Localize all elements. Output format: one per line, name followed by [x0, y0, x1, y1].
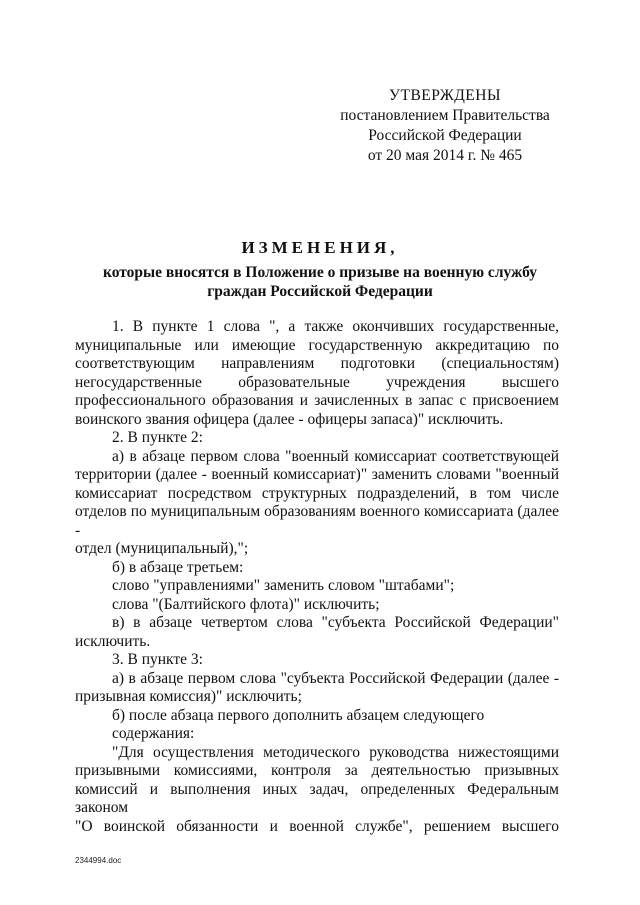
heading-subtitle-line: которые вносятся в Положение о призыве на военную службу [102, 264, 537, 281]
text-line: муниципальные или имеющие государственную аккредитацию по [75, 336, 559, 354]
text-line: "Для осуществления методического руководства нижестоящими [112, 743, 559, 761]
text-line: "О воинской обязанности и военной службе", решением высшего [75, 817, 559, 835]
text-line: а) в абзаце первом слова "субъекта Российской Федерации (далее - [112, 669, 559, 687]
document-body [75, 318, 559, 836]
text-line: б) после абзаца первого дополнить абзацем следующего содержания: [112, 706, 485, 742]
text-line: слово "управлениями" заменить словом "штабами"; [112, 577, 455, 594]
text-line: соответствующим направлениям подготовки (специальностям) [75, 355, 559, 372]
approval-line: постановлением Правительства [340, 107, 550, 124]
heading-subtitle-line: граждан Российской Федерации [207, 282, 433, 300]
approval-title: УТВЕРЖДЕНЫ [389, 87, 501, 104]
heading-title: ИЗМЕНЕНИЯ, [241, 238, 399, 257]
approval-block [330, 86, 560, 166]
approval-date: от 20 мая 2014 г. № 465 [367, 147, 523, 164]
text-line: профессионального образования и зачисленных в запас с присвоением [75, 392, 559, 409]
text-line: призывная комиссия)" исключить; [75, 688, 302, 705]
text-line: слова "(Балтийского флота)" исключить; [112, 595, 380, 613]
text-line: отделов по муниципальным образованиям военного комиссариата (далее - [75, 503, 559, 539]
heading-subtitle [60, 264, 580, 301]
text-line: территории (далее - военный комиссариат)" заменить словами "военный [75, 466, 559, 483]
text-line: призывными комиссиями, контроля за деятельностью призывных [75, 762, 559, 779]
text-line: отдел (муниципальный),"; [75, 540, 249, 557]
text-line: а) в абзаце первом слова "военный комиссариат соответствующей [112, 447, 559, 465]
text-line: в) в абзаце четвертом слова "субъекта Российской Федерации" [112, 614, 559, 631]
text-line: 1. В пункте 1 слова ", а также окончивших государственные, [112, 318, 559, 335]
text-line: б) в абзаце третьем: [112, 558, 244, 576]
approval-line: Российской Федерации [368, 127, 522, 144]
text-line: негосударственные образовательные учреждения высшего [75, 373, 559, 391]
document-heading [60, 236, 580, 301]
file-name: 2344994.doc [75, 856, 122, 865]
text-line: воинского звания офицера (далее - офицеры запаса)" исключить. [75, 410, 504, 428]
text-line: комиссий и выполнения иных задач, определенных Федеральным законом [75, 780, 559, 816]
text-line: 3. В пункте 3: [112, 651, 203, 668]
text-line: комиссариат посредством структурных подразделений, в том числе [75, 484, 559, 502]
text-line: исключить. [75, 632, 151, 650]
text-line: 2. В пункте 2: [112, 429, 203, 446]
